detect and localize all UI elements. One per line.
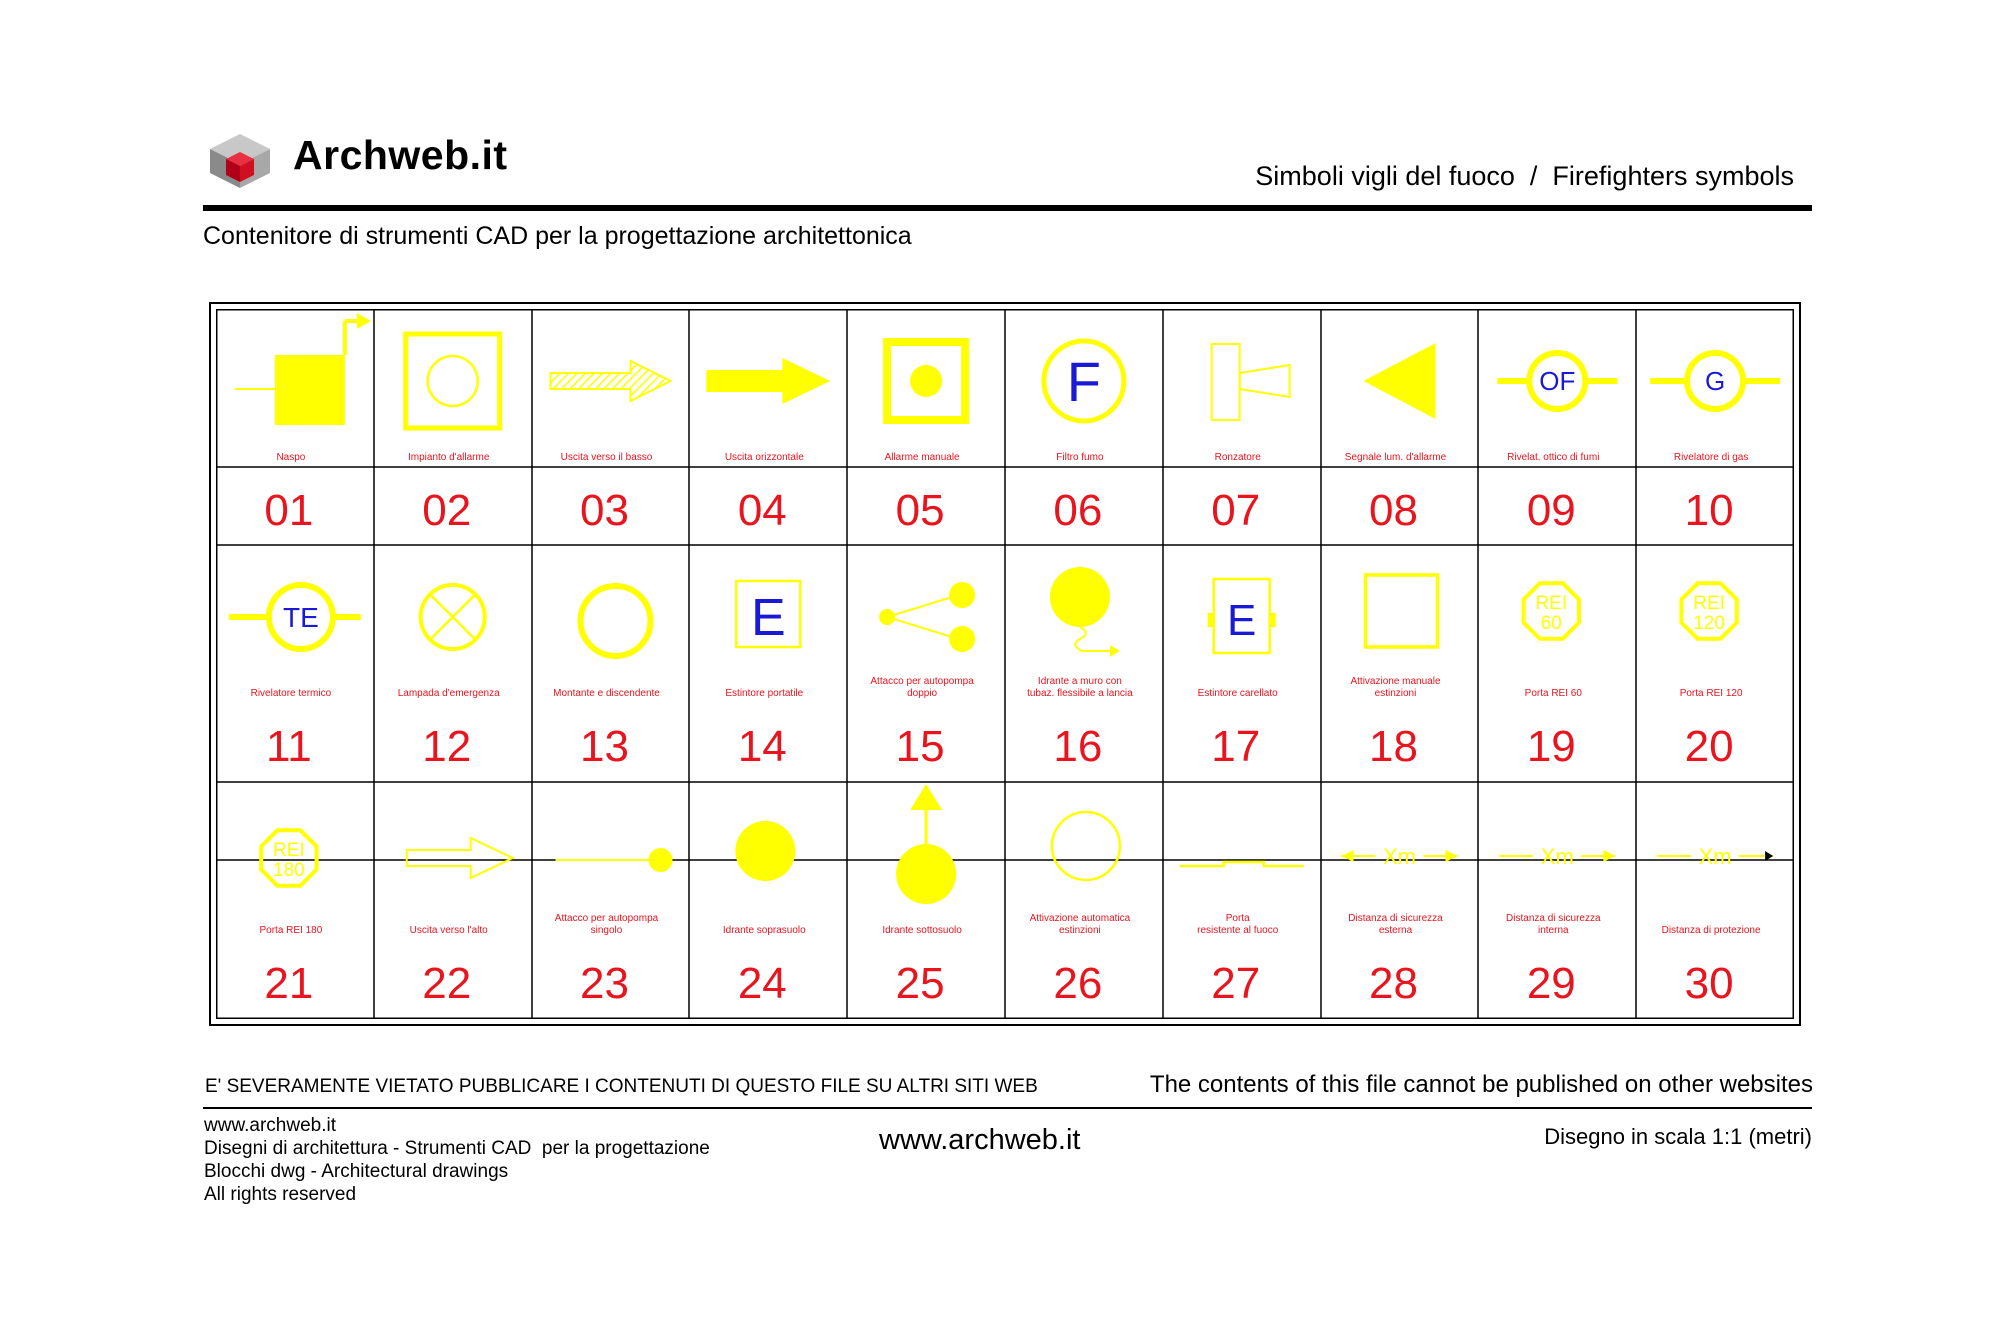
symbol-label: Porta REI 60 — [1524, 688, 1582, 699]
alarm-system-icon — [406, 334, 500, 428]
symbol-glyph: Xm — [1698, 844, 1732, 869]
optical-smoke-detector-icon — [1497, 353, 1617, 409]
symbol-label: Uscita verso il basso — [560, 452, 653, 463]
symbol-number: 07 — [1211, 486, 1261, 535]
symbol-number: 22 — [422, 959, 472, 1008]
automatic-extinguishing-icon — [1052, 812, 1120, 880]
double-fire-pump-connection-icon — [879, 582, 975, 652]
gas-detector-icon — [1650, 353, 1780, 409]
exit-down-icon — [551, 361, 671, 401]
symbol-label: Lampada d'emergenza — [397, 688, 500, 699]
symbol-number: 16 — [1053, 722, 1103, 771]
symbol-label: esterna — [1378, 925, 1413, 936]
symbol-label: Distanza di sicurezza — [1506, 913, 1601, 924]
symbol-number: 03 — [580, 486, 629, 535]
fire-resistant-door-icon — [1180, 862, 1304, 866]
symbol-label: singolo — [590, 925, 623, 936]
buzzer-icon — [1212, 344, 1290, 420]
symbol-label: Attivazione automatica — [1029, 913, 1131, 924]
symbol-label: Rivelatore termico — [250, 688, 332, 699]
symbol-number: 19 — [1526, 722, 1576, 771]
manual-extinguishing-icon — [1366, 575, 1438, 647]
exit-up-icon — [407, 838, 513, 878]
copyright-warning-italian: E' SEVERAMENTE VIETATO PUBBLICARE I CONTENUTI DI QUESTO FILE SU ALTRI SITI WEB — [205, 1076, 1038, 1097]
symbol-label: resistente al fuoco — [1197, 925, 1279, 936]
footer-divider — [203, 1107, 1812, 1109]
exit-horizontal-icon — [706, 358, 830, 404]
symbol-label: Idrante sottosuolo — [882, 925, 962, 936]
protection-distance-icon — [1657, 844, 1773, 869]
copyright-warning-english: The contents of this file cannot be published on other websites — [1149, 1071, 1813, 1098]
portable-extinguisher-icon — [736, 581, 800, 647]
drawing-scale: Disegno in scala 1:1 (metri) — [1544, 1124, 1812, 1149]
symbol-number: 09 — [1526, 486, 1576, 535]
symbol-glyph: E — [1227, 596, 1257, 645]
symbol-label: Distanza di sicurezza — [1348, 913, 1443, 924]
symbol-glyph: REI — [1693, 593, 1725, 614]
footer-credit-line: www.archweb.it — [204, 1115, 336, 1136]
symbol-glyph: OF — [1539, 366, 1576, 396]
symbol-label: Montante e discendente — [553, 688, 660, 699]
symbol-number: 06 — [1053, 486, 1103, 535]
symbol-glyph: Xm — [1540, 844, 1574, 869]
symbols-table — [216, 309, 1794, 1019]
symbol-number: 05 — [895, 486, 945, 535]
symbol-label: Attacco per autopompa — [554, 913, 659, 924]
symbol-number: 11 — [266, 722, 312, 771]
aboveground-hydrant-icon — [735, 821, 795, 881]
symbol-number: 10 — [1684, 486, 1734, 535]
rei-180-door-icon — [261, 830, 316, 885]
internal-safety-distance-icon — [1499, 844, 1615, 869]
heat-detector-icon — [229, 585, 361, 649]
symbol-number: 13 — [580, 722, 629, 771]
symbol-label: Ronzatore — [1214, 452, 1261, 463]
underground-hydrant-icon — [896, 784, 956, 904]
symbol-number: 20 — [1684, 722, 1734, 771]
footer-credit-line: All rights reserved — [204, 1184, 357, 1205]
symbol-glyph: F — [1066, 350, 1102, 413]
symbol-number: 14 — [737, 722, 787, 771]
single-fire-pump-connection-icon — [556, 848, 673, 872]
symbol-number: 29 — [1526, 959, 1576, 1008]
symbol-number: 30 — [1684, 959, 1734, 1008]
symbol-label: tubaz. flessibile a lancia — [1027, 688, 1133, 699]
symbol-glyph: REI — [1535, 593, 1568, 614]
symbol-number: 17 — [1211, 722, 1261, 771]
symbol-label: Idrante soprasuolo — [722, 925, 806, 936]
symbol-label: Filtro fumo — [1056, 452, 1104, 463]
symbol-label: Idrante a muro con — [1037, 676, 1122, 687]
symbol-number: 08 — [1369, 486, 1418, 535]
symbol-number: 23 — [580, 959, 629, 1008]
symbol-glyph: 60 — [1540, 613, 1562, 634]
smoke-filter-icon — [1044, 341, 1124, 421]
rei-60-door-icon — [1524, 583, 1579, 638]
symbol-number: 04 — [737, 486, 787, 535]
footer-website[interactable]: www.archweb.it — [879, 1124, 1081, 1156]
wall-hydrant-icon — [1050, 567, 1120, 657]
footer-credit-line: Disegni di architettura - Strumenti CAD per la progettazione — [204, 1138, 710, 1159]
symbol-label: Attivazione manuale — [1350, 676, 1441, 687]
symbol-label: Attacco per autopompa — [870, 676, 974, 687]
symbol-number: 01 — [264, 486, 314, 535]
sheet-title: Simboli vigli del fuoco / Firefighters symbols — [1255, 161, 1794, 191]
archweb-logo-icon — [208, 132, 272, 190]
symbol-number: 02 — [422, 486, 472, 535]
symbol-glyph: G — [1704, 366, 1726, 396]
header-divider — [203, 205, 1812, 211]
symbol-label: Uscita orizzontale — [724, 452, 804, 463]
symbol-glyph: REI — [273, 840, 305, 861]
symbol-label: Estintore portatile — [725, 688, 804, 699]
symbol-label: Allarme manuale — [884, 452, 960, 463]
symbol-number: 15 — [895, 722, 945, 771]
manual-alarm-icon — [887, 342, 965, 420]
hose-reel-icon — [235, 313, 371, 425]
symbol-label: Naspo — [276, 452, 306, 463]
symbol-glyph: E — [750, 589, 786, 647]
symbol-number: 26 — [1053, 959, 1103, 1008]
symbol-number: 24 — [737, 959, 787, 1008]
symbol-number: 18 — [1369, 722, 1418, 771]
symbol-number: 28 — [1369, 959, 1418, 1008]
emergency-lamp-icon — [421, 585, 485, 649]
symbol-label: interna — [1538, 925, 1569, 936]
symbol-number: 21 — [264, 959, 314, 1008]
symbol-glyph: 120 — [1693, 613, 1725, 634]
rei-120-door-icon — [1681, 583, 1736, 638]
symbol-label: Porta — [1225, 913, 1250, 924]
symbol-label: Estintore carellato — [1197, 688, 1278, 699]
symbol-label: Uscita verso l'alto — [409, 925, 488, 936]
symbol-number: 12 — [422, 722, 472, 771]
symbol-number: 27 — [1211, 959, 1261, 1008]
symbol-label: doppio — [907, 688, 938, 699]
symbol-label: Porta REI 180 — [259, 925, 323, 936]
symbol-label: Distanza di protezione — [1661, 925, 1761, 936]
symbol-label: Rivelat. ottico di fumi — [1507, 452, 1600, 463]
brand-name: Archweb.it — [293, 132, 508, 178]
footer-credit-line: Blocchi dwg - Architectural drawings — [204, 1161, 509, 1182]
symbol-number: 25 — [895, 959, 945, 1008]
footer-credits — [204, 1114, 710, 1206]
symbol-label: Rivelatore di gas — [1673, 452, 1749, 463]
symbol-label: Porta REI 120 — [1679, 688, 1743, 699]
symbol-glyph: 180 — [273, 860, 305, 881]
light-signal-icon — [1364, 343, 1436, 419]
symbol-label: estinzioni — [1059, 925, 1101, 936]
symbol-label: Segnale lum. d'allarme — [1344, 452, 1447, 463]
symbol-glyph: TE — [283, 602, 319, 633]
external-safety-distance-icon — [1342, 844, 1458, 869]
wheeled-extinguisher-icon — [1208, 579, 1276, 653]
symbol-label: Impianto d'allarme — [407, 452, 490, 463]
riser-icon — [581, 586, 651, 656]
symbol-label: estinzioni — [1374, 688, 1417, 699]
sheet-subtitle: Contenitore di strumenti CAD per la progettazione architettonica — [203, 222, 912, 250]
symbol-glyph: Xm — [1383, 844, 1416, 869]
